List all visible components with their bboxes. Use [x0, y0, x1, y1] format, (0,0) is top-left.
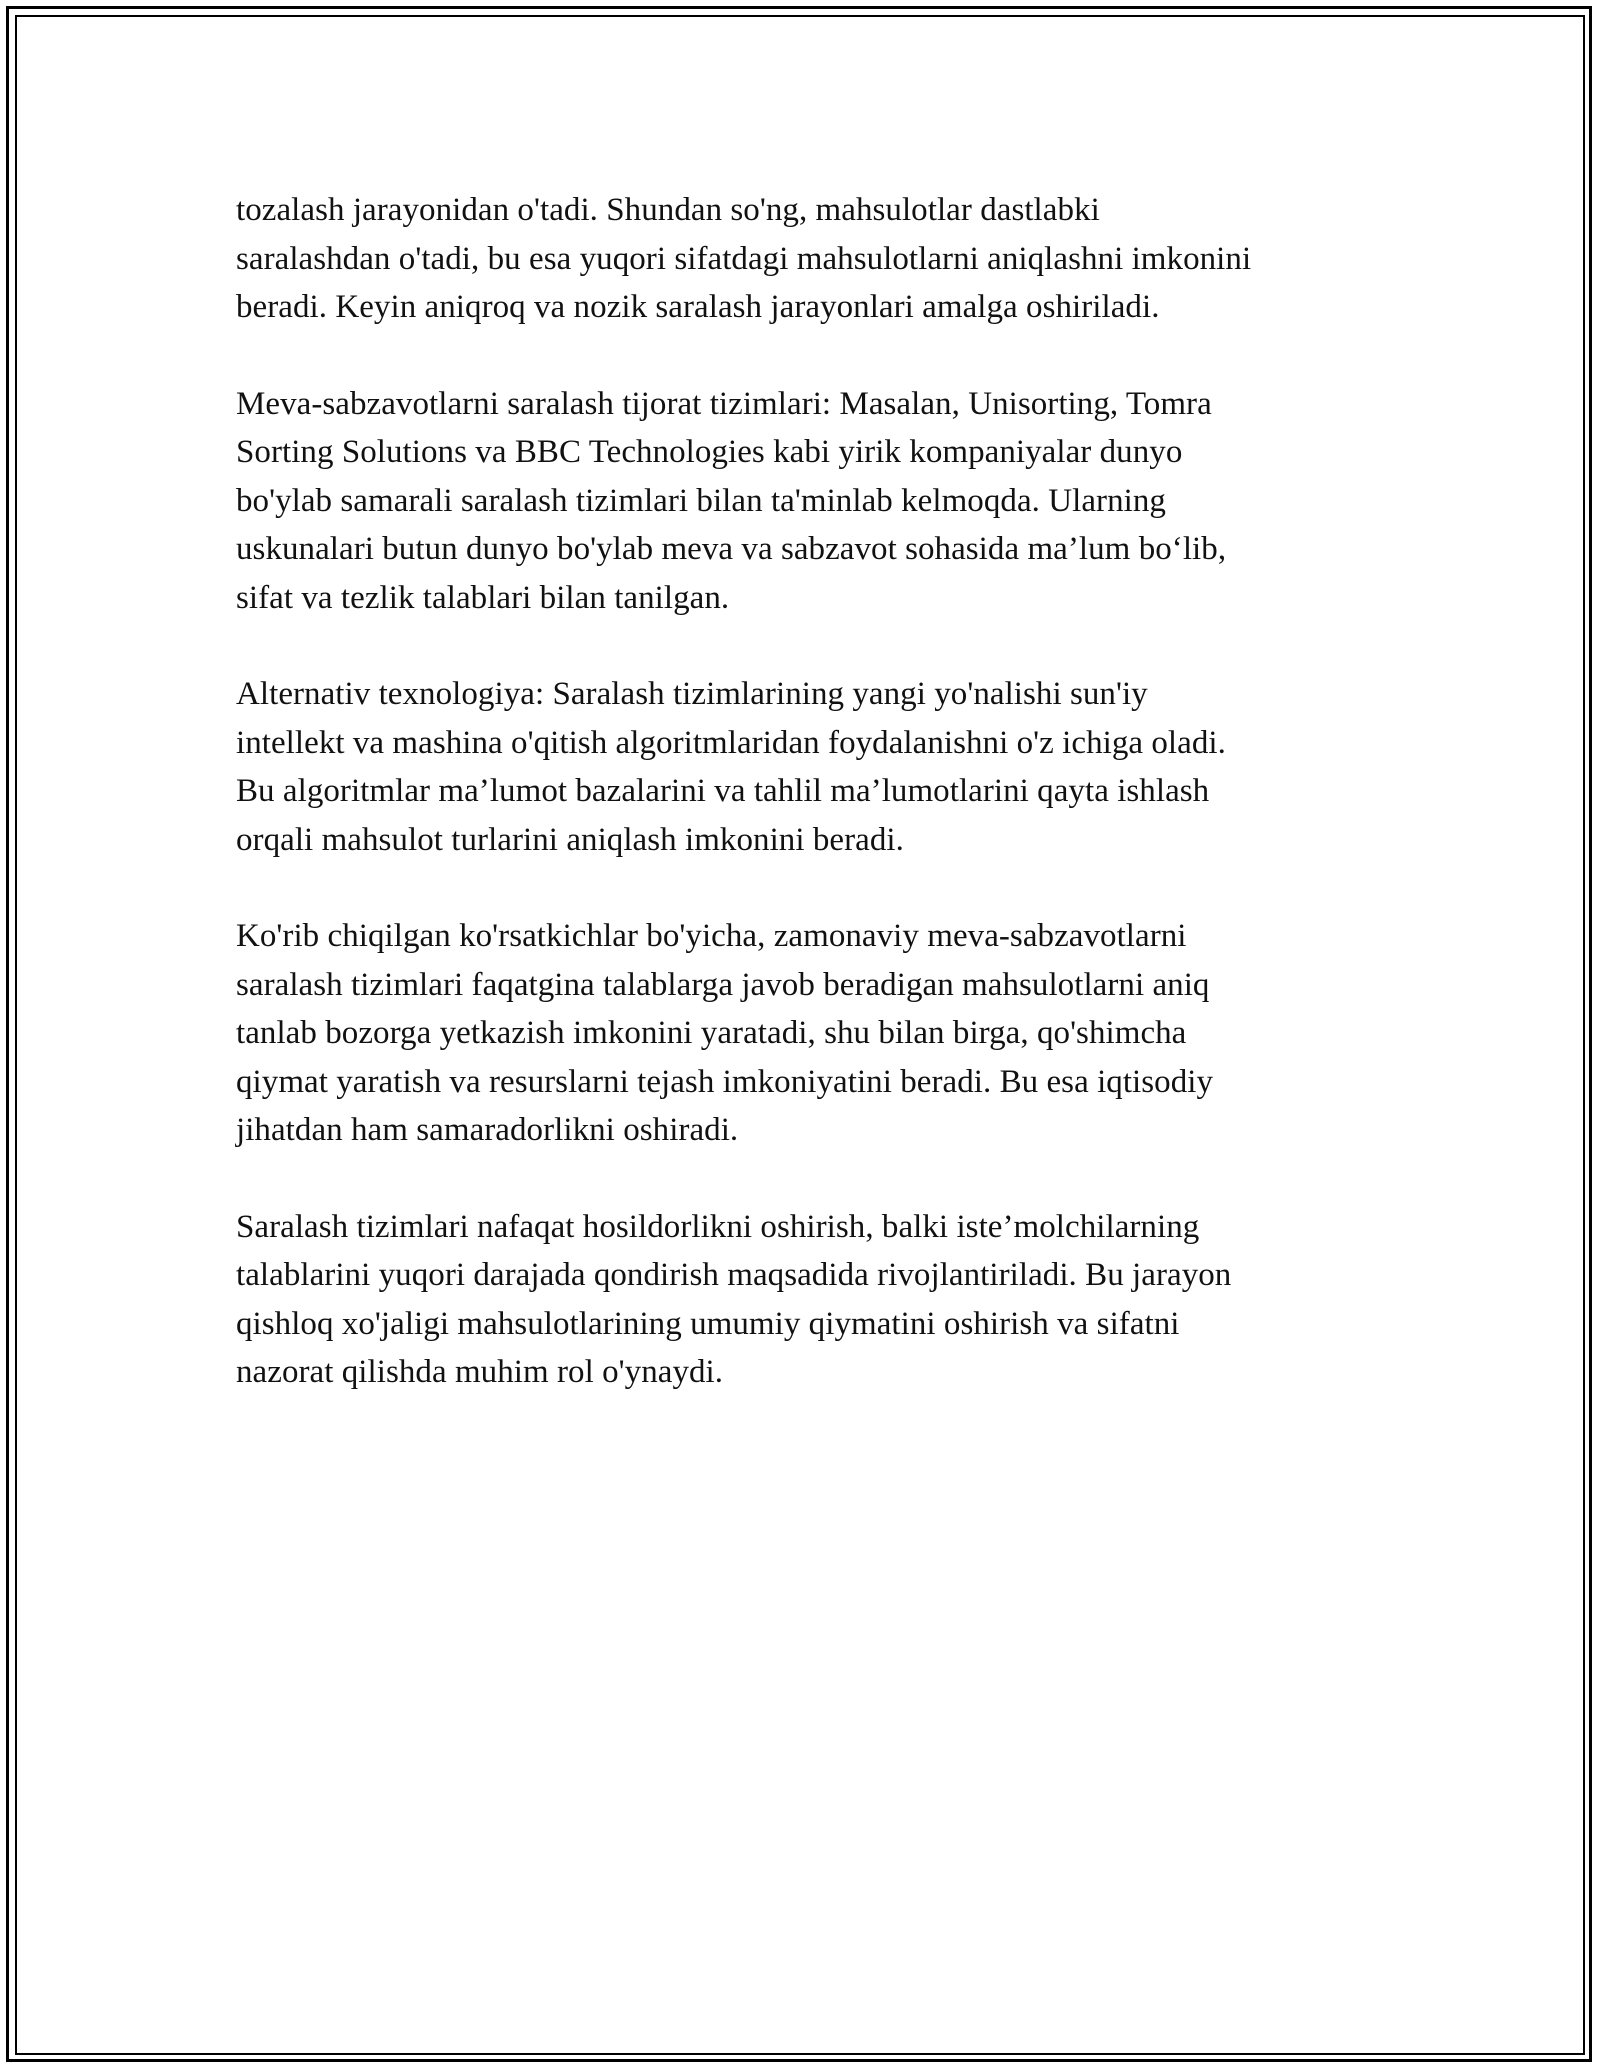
paragraph-sorting-process — [236, 186, 1376, 332]
text-line: Alternativ texnologiya: Saralash tizimlarining yangi yo'nalishi sun'iy — [236, 676, 1148, 712]
text-line: bo'ylab samarali saralash tizimlari bilan ta'minlab kelmoqda. Ularning — [236, 482, 1166, 519]
document-body — [236, 186, 1376, 1397]
paragraph-conclusion — [236, 1203, 1376, 1397]
text-line: Ko'rib chiqilgan ko'rsatkichlar bo'yicha, zamonaviy meva-sabzavotlarni — [236, 918, 1187, 954]
text-line: qishloq xo'jaligi mahsulotlarining umumiy qiymatini oshirish va sifatni — [236, 1305, 1180, 1342]
paragraph-indicators-summary — [236, 912, 1376, 1155]
text-line: tanlab bozorga yetkazish imkonini yaratadi, shu bilan birga, qo'shimcha — [236, 1015, 1187, 1051]
text-line: qiymat yaratish va resurslarni tejash imkoniyatini beradi. Bu esa iqtisodiy — [236, 1063, 1214, 1100]
text-line: jihatdan ham samaradorlikni oshiradi. — [236, 1112, 739, 1148]
text-line: intellekt va mashina o'qitish algoritmlaridan foydalanishni o'z ichiga oladi. — [236, 724, 1226, 761]
text-line: uskunalari butun dunyo bo'ylab meva va sabzavot sohasida ma’lum bo‘lib, — [236, 531, 1227, 567]
text-line: Meva-sabzavotlarni saralash tijorat tizimlari: Masalan, Unisorting, Tomra — [236, 385, 1212, 422]
text-line: Bu algoritmlar ma’lumot bazalarini va tahlil ma’lumotlarini qayta ishlash — [236, 773, 1210, 809]
text-line: talablarini yuqori darajada qondirish maqsadida rivojlantiriladi. Bu jarayon — [236, 1257, 1232, 1293]
text-line: Sorting Solutions va BBC Technologies kabi yirik kompaniyalar dunyo — [236, 434, 1183, 470]
text-line: orqali mahsulot turlarini aniqlash imkonini beradi. — [236, 821, 904, 858]
text-line: tozalash jarayonidan o'tadi. Shundan so'ng, mahsulotlar dastlabki — [236, 192, 1100, 228]
paragraph-alternative-technology — [236, 670, 1376, 864]
text-line: saralashdan o'tadi, bu esa yuqori sifatdagi mahsulotlarni aniqlashni imkonini — [236, 240, 1252, 277]
text-line: beradi. Keyin aniqroq va nozik saralash jarayonlari amalga oshiriladi. — [236, 289, 1160, 325]
text-line: Saralash tizimlari nafaqat hosildorlikni oshirish, balki iste’molchilarning — [236, 1208, 1200, 1245]
paragraph-commercial-systems — [236, 380, 1376, 623]
text-line: nazorat qilishda muhim rol o'ynaydi. — [236, 1354, 724, 1390]
text-line: sifat va tezlik talablari bilan tanilgan. — [236, 579, 730, 616]
text-line: saralash tizimlari faqatgina talablarga javob beradigan mahsulotlarni aniq — [236, 966, 1210, 1003]
